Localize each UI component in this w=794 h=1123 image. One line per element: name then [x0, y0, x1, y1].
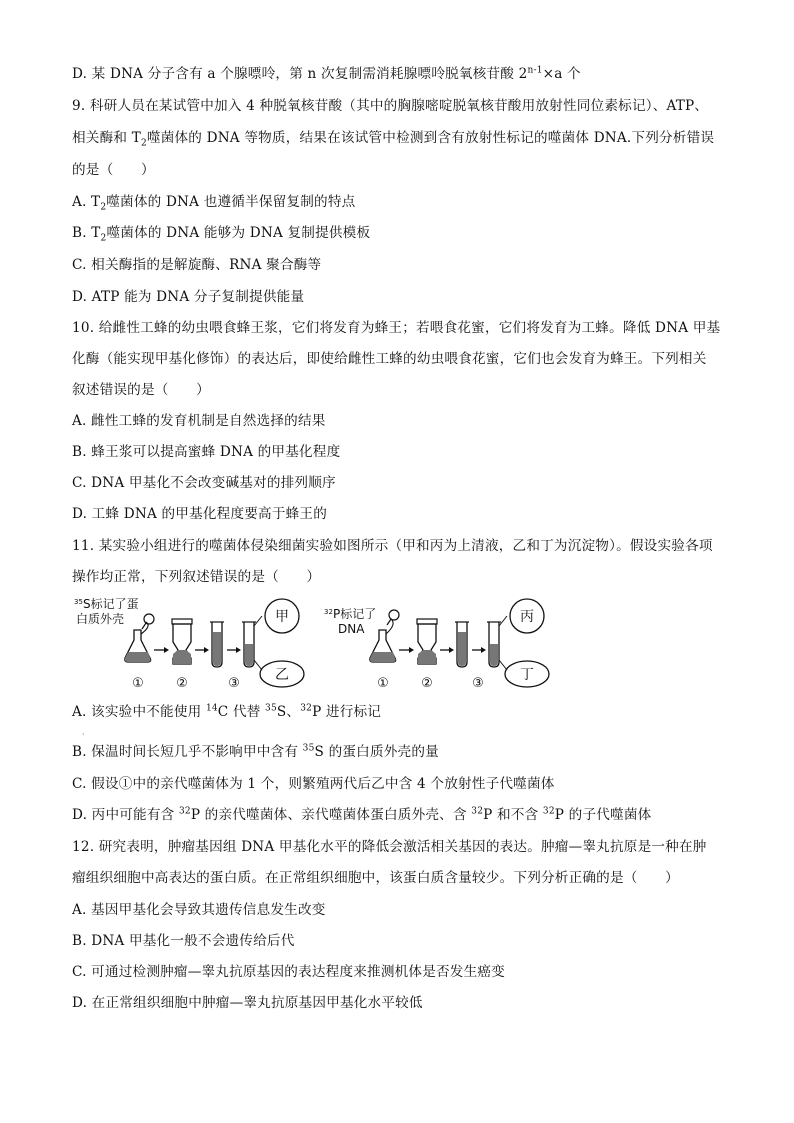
q8-option-d [72, 64, 732, 84]
q11-option-a-sup-3: 32 [300, 703, 313, 714]
arrow-icon [227, 647, 241, 653]
stray-mark: · [82, 730, 85, 739]
q10-stem-line-1: 10. 给雌性工蜂的幼虫喂食蜂王浆，它们将发育为蜂王；若喂食花蜜，它们将发育为工蜂。降低 DNA 甲基 [72, 320, 721, 336]
q11-option-a-3: S、 [276, 704, 301, 720]
arrow-icon [472, 647, 486, 653]
right-step-1-label: ① [377, 676, 389, 691]
arrow-icon [440, 647, 454, 653]
q10-stem-line-3: 叙述错误的是（ ） [72, 382, 210, 398]
q12-option-a: A. 基因甲基化会导致其遗传信息发生改变 [72, 902, 326, 918]
arrow-icon [154, 647, 169, 653]
blender-icon [172, 619, 192, 664]
q8-option-d-exponent: n-1 [527, 65, 543, 76]
q9-stem-line-1: 9. 科研人员在某试管中加入 4 种脱氧核苷酸（其中的胸腺嘧啶脱氧核苷酸用放射性同位素标记）、ATP、 [72, 98, 709, 114]
q10-option-b: B. 蜂王浆可以提高蜜蜂 DNA 的甲基化程度 [72, 444, 341, 460]
test-tube-icon [455, 622, 469, 667]
left-label-isotope-mass: 35 [74, 598, 83, 606]
q11-option-a-1: A. 该实验中不能使用 [72, 704, 206, 720]
q11-option-b-sup: 35 [302, 743, 315, 754]
q11-option-d-1: D. 丙中可能有含 [72, 807, 179, 823]
left-step-1-label: ① [132, 676, 144, 691]
q9-stem-line-2-a: 相关酶和 T [72, 130, 141, 146]
q11-option-d-sup-2: 32 [471, 806, 484, 817]
left-step-3-label: ③ [228, 676, 240, 691]
test-tube-icon [210, 622, 224, 667]
q10-option-c: C. DNA 甲基化不会改变碱基对的排列顺序 [72, 475, 336, 491]
q9-option-c: C. 相关酶指的是解旋酶、RNA 聚合酶等 [72, 257, 322, 273]
right-label-line-1: P标记了 [333, 607, 377, 621]
q8-option-d-text-end: ×a 个 [542, 66, 581, 82]
q9-option-b [72, 223, 732, 243]
supernatant-bing-circle [510, 599, 544, 633]
supernatant-jia-circle [265, 599, 299, 633]
q11-option-a-4: P 进行标记 [312, 704, 382, 720]
left-label-line-2: 白质外壳 [76, 612, 125, 626]
q11-option-b [72, 742, 732, 762]
q11-stem-line-2: 操作均正常，下列叙述错误的是（ ） [72, 569, 321, 585]
arrow-icon [399, 647, 414, 653]
q12-option-b: B. DNA 甲基化一般不会遗传给后代 [72, 933, 295, 949]
left-label-line-1: S标记了蛋 [83, 597, 139, 611]
flask-icon [370, 619, 396, 662]
q12-option-c: C. 可通过检测肿瘤—睾丸抗原基因的表达程度来推测机体是否发生癌变 [72, 964, 505, 980]
q9-stem-line-2-b: 噬菌体的 DNA 等物质，结果在该试管中检测到含有放射性标记的噬菌体 DNA.下列分析错误 [146, 130, 715, 146]
q9-option-b-sub: 2 [100, 233, 107, 244]
q11-option-d-sup-1: 32 [178, 806, 191, 817]
q9-stem-line-2-sub: 2 [140, 138, 147, 149]
q11-phage-experiment-figure [72, 592, 592, 692]
right-label-isotope-mass: 32 [324, 608, 333, 616]
q9-option-a-sub: 2 [100, 202, 107, 213]
q11-option-d-4: P 的子代噬菌体 [554, 807, 652, 823]
q9-option-d: D. ATP 能为 DNA 分子复制提供能量 [72, 289, 305, 305]
q10-option-a: A. 雌性工蜂的发育机制是自然选择的结果 [72, 413, 326, 429]
q10-option-d: D. 工蜂 DNA 的甲基化程度要高于蜂王的 [72, 506, 328, 522]
q11-option-a-sup-1: 14 [205, 703, 218, 714]
q11-stem-line-1: 11. 某实验小组进行的噬菌体侵染细菌实验如图所示（甲和丙为上清液，乙和丁为沉淀物）。假设实验各项 [72, 538, 713, 554]
q11-option-a-sup-2: 35 [265, 703, 277, 714]
q9-option-b-post: 噬菌体的 DNA 能够为 DNA 复制提供模板 [106, 225, 371, 241]
q11-option-d [72, 805, 732, 825]
q9-stem-line-2 [72, 128, 732, 148]
q11-option-b-2: S 的蛋白质外壳的量 [314, 744, 439, 760]
q9-option-a-pre: A. T [72, 194, 101, 210]
q11-option-a [72, 702, 732, 722]
q11-option-d-3: P 和不含 [483, 807, 543, 823]
q11-option-a-2: C 代替 [217, 704, 266, 720]
label-bing: 丙 [520, 609, 534, 625]
q9-option-a [72, 192, 732, 212]
label-yi: 乙 [275, 667, 289, 683]
q12-stem-line-1: 12. 研究表明，肿瘤基因组 DNA 甲基化水平的降低会激活相关基因的表达。肿瘤—睾丸抗原是一种在肿 [72, 839, 707, 855]
blender-icon [417, 619, 437, 664]
right-label-line-2: DNA [338, 622, 365, 636]
left-step-2-label: ② [176, 676, 188, 691]
q12-option-d: D. 在正常组织细胞中肿瘤—睾丸抗原基因甲基化水平较低 [72, 995, 423, 1011]
right-step-2-label: ② [421, 676, 433, 691]
q12-stem-line-2: 瘤组织细胞中高表达的蛋白质。在正常组织细胞中，该蛋白质含量较少。下列分析正确的是（ ） [72, 870, 679, 886]
q9-option-b-pre: B. T [72, 225, 101, 241]
q9-option-a-post: 噬菌体的 DNA 也遵循半保留复制的特点 [106, 194, 356, 210]
label-jia: 甲 [275, 609, 289, 625]
precipitate-ding-ellipse [505, 661, 549, 687]
q8-option-d-text: D. 某 DNA 分子含有 a 个腺嘌呤，第 n 次复制需消耗腺嘌呤脱氧核苷酸 2 [72, 66, 528, 82]
flask-icon [125, 622, 151, 662]
right-step-3-label: ③ [472, 676, 484, 691]
q9-stem-line-3: 的是（ ） [72, 162, 155, 178]
q11-option-d-sup-3: 32 [542, 806, 555, 817]
q11-option-c: C. 假设①中的亲代噬菌体为 1 个，则繁殖两代后乙中含 4 个放射性子代噬菌体 [72, 776, 555, 792]
precipitate-yi-ellipse [260, 661, 304, 687]
q10-stem-line-2: 化酶（能实现甲基化修饰）的表达后，即使给雌性工蜂的幼虫喂食花蜜，它们也会发育为蜂王。下列相关 [72, 351, 707, 367]
label-ding: 丁 [520, 667, 534, 683]
q11-option-d-2: P 的亲代噬菌体、亲代噬菌体蛋白质外壳、含 [190, 807, 472, 823]
arrow-icon [195, 647, 209, 653]
q11-option-b-1: B. 保温时间长短几乎不影响甲中含有 [72, 744, 303, 760]
